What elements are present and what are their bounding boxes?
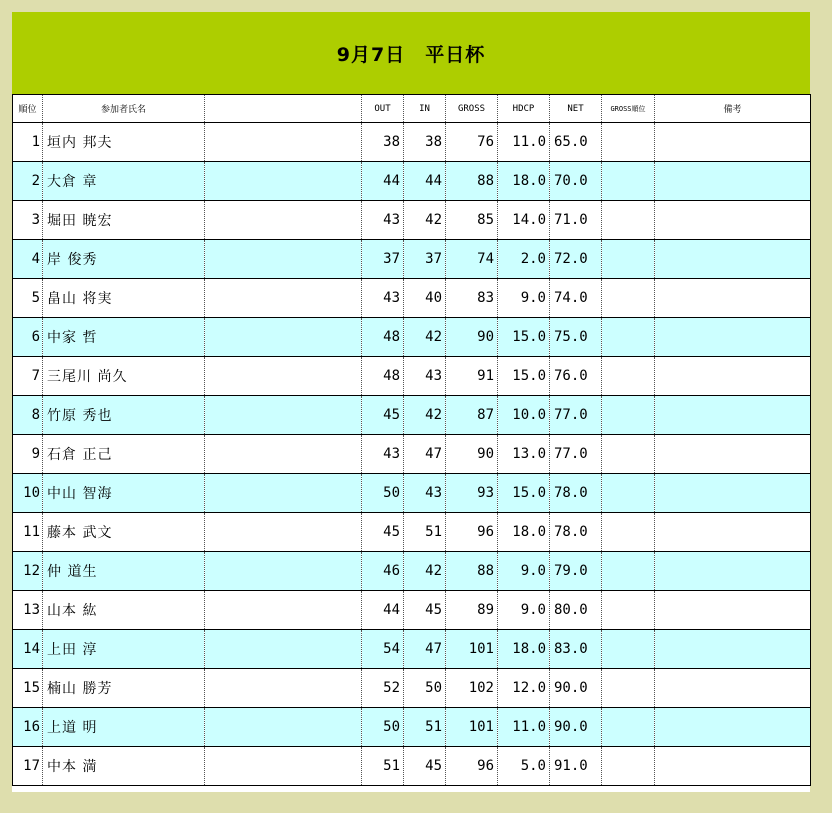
header-gross-rank: GROSS順位 <box>602 95 655 123</box>
cell-gross: 102 <box>446 669 498 708</box>
cell-hdcp: 9.0 <box>498 552 550 591</box>
cell-out: 48 <box>362 357 404 396</box>
header-row <box>13 95 811 123</box>
cell-remarks <box>655 201 811 240</box>
cell-out: 43 <box>362 201 404 240</box>
cell-in: 47 <box>404 435 446 474</box>
cell-net: 90.0 <box>550 708 602 747</box>
cell-net: 90.0 <box>550 669 602 708</box>
table-row <box>13 279 811 318</box>
cell-blank <box>205 435 362 474</box>
cell-remarks <box>655 591 811 630</box>
cell-gross-rank <box>602 396 655 435</box>
header-blank <box>205 95 362 123</box>
header-out: OUT <box>362 95 404 123</box>
cell-net: 71.0 <box>550 201 602 240</box>
cell-remarks <box>655 669 811 708</box>
cell-gross-rank <box>602 201 655 240</box>
cell-hdcp: 18.0 <box>498 630 550 669</box>
cell-net: 76.0 <box>550 357 602 396</box>
cell-in: 40 <box>404 279 446 318</box>
table-row <box>13 630 811 669</box>
cell-in: 42 <box>404 396 446 435</box>
table-row <box>13 357 811 396</box>
cell-net: 78.0 <box>550 513 602 552</box>
cell-gross: 88 <box>446 552 498 591</box>
cell-remarks <box>655 513 811 552</box>
cell-out: 50 <box>362 708 404 747</box>
cell-rank: 13 <box>13 591 43 630</box>
cell-rank: 11 <box>13 513 43 552</box>
cell-name: 中本 満 <box>43 747 205 786</box>
cell-in: 45 <box>404 747 446 786</box>
cell-name: 中山 智海 <box>43 474 205 513</box>
cell-remarks <box>655 240 811 279</box>
cell-in: 42 <box>404 318 446 357</box>
cell-hdcp: 15.0 <box>498 318 550 357</box>
cell-gross: 91 <box>446 357 498 396</box>
cell-out: 44 <box>362 591 404 630</box>
cell-in: 47 <box>404 630 446 669</box>
cell-rank: 1 <box>13 123 43 162</box>
cell-name: 山本 紘 <box>43 591 205 630</box>
cell-out: 45 <box>362 513 404 552</box>
cell-name: 岸 俊秀 <box>43 240 205 279</box>
header-remarks: 備考 <box>655 95 811 123</box>
cell-hdcp: 12.0 <box>498 669 550 708</box>
cell-gross: 89 <box>446 591 498 630</box>
table-row <box>13 747 811 786</box>
table-row <box>13 240 811 279</box>
cell-net: 78.0 <box>550 474 602 513</box>
cell-gross-rank <box>602 474 655 513</box>
cell-hdcp: 2.0 <box>498 240 550 279</box>
cell-name: 仲 道生 <box>43 552 205 591</box>
cell-gross-rank <box>602 630 655 669</box>
cell-remarks <box>655 318 811 357</box>
cell-hdcp: 9.0 <box>498 591 550 630</box>
cell-remarks <box>655 474 811 513</box>
cell-name: 楠山 勝芳 <box>43 669 205 708</box>
cell-out: 43 <box>362 435 404 474</box>
results-table <box>12 94 811 786</box>
cell-name: 藤本 武文 <box>43 513 205 552</box>
cell-rank: 9 <box>13 435 43 474</box>
cell-blank <box>205 240 362 279</box>
table-row <box>13 708 811 747</box>
cell-gross-rank <box>602 123 655 162</box>
cell-remarks <box>655 396 811 435</box>
table-row <box>13 318 811 357</box>
cell-gross-rank <box>602 318 655 357</box>
table-row <box>13 669 811 708</box>
cell-out: 38 <box>362 123 404 162</box>
header-hdcp: HDCP <box>498 95 550 123</box>
cell-rank: 17 <box>13 747 43 786</box>
cell-rank: 15 <box>13 669 43 708</box>
cell-hdcp: 18.0 <box>498 513 550 552</box>
cell-out: 44 <box>362 162 404 201</box>
cell-out: 37 <box>362 240 404 279</box>
cell-remarks <box>655 162 811 201</box>
cell-gross-rank <box>602 513 655 552</box>
cell-rank: 12 <box>13 552 43 591</box>
cell-out: 50 <box>362 474 404 513</box>
cell-gross: 96 <box>446 513 498 552</box>
cell-gross: 76 <box>446 123 498 162</box>
cell-blank <box>205 123 362 162</box>
table-row <box>13 513 811 552</box>
cell-remarks <box>655 747 811 786</box>
cell-blank <box>205 747 362 786</box>
cell-name: 堀田 暁宏 <box>43 201 205 240</box>
cell-rank: 14 <box>13 630 43 669</box>
cell-in: 42 <box>404 201 446 240</box>
cell-rank: 6 <box>13 318 43 357</box>
cell-out: 48 <box>362 318 404 357</box>
cell-out: 54 <box>362 630 404 669</box>
cell-name: 畠山 将実 <box>43 279 205 318</box>
header-name: 参加者氏名 <box>43 95 205 123</box>
cell-hdcp: 9.0 <box>498 279 550 318</box>
cell-blank <box>205 318 362 357</box>
cell-hdcp: 11.0 <box>498 708 550 747</box>
cell-out: 51 <box>362 747 404 786</box>
cell-blank <box>205 474 362 513</box>
cell-net: 72.0 <box>550 240 602 279</box>
cell-rank: 16 <box>13 708 43 747</box>
cell-in: 50 <box>404 669 446 708</box>
header-gross: GROSS <box>446 95 498 123</box>
cell-hdcp: 10.0 <box>498 396 550 435</box>
cell-out: 52 <box>362 669 404 708</box>
cell-blank <box>205 708 362 747</box>
cell-gross-rank <box>602 162 655 201</box>
cell-out: 46 <box>362 552 404 591</box>
cell-gross-rank <box>602 747 655 786</box>
cell-in: 51 <box>404 513 446 552</box>
cell-gross-rank <box>602 357 655 396</box>
cell-name: 上田 淳 <box>43 630 205 669</box>
cell-hdcp: 5.0 <box>498 747 550 786</box>
results-sheet <box>12 12 810 792</box>
cell-hdcp: 18.0 <box>498 162 550 201</box>
cell-blank <box>205 591 362 630</box>
cell-blank <box>205 513 362 552</box>
cell-hdcp: 15.0 <box>498 474 550 513</box>
cell-net: 79.0 <box>550 552 602 591</box>
cell-name: 中家 哲 <box>43 318 205 357</box>
cell-net: 65.0 <box>550 123 602 162</box>
cell-gross: 90 <box>446 318 498 357</box>
cell-blank <box>205 396 362 435</box>
cell-remarks <box>655 435 811 474</box>
cell-rank: 5 <box>13 279 43 318</box>
cell-blank <box>205 201 362 240</box>
cell-gross: 74 <box>446 240 498 279</box>
cell-blank <box>205 279 362 318</box>
cell-in: 43 <box>404 474 446 513</box>
cell-name: 垣内 邦夫 <box>43 123 205 162</box>
cell-remarks <box>655 357 811 396</box>
cell-name: 大倉 章 <box>43 162 205 201</box>
cell-rank: 7 <box>13 357 43 396</box>
cell-remarks <box>655 279 811 318</box>
cell-remarks <box>655 552 811 591</box>
cell-gross: 96 <box>446 747 498 786</box>
table-row <box>13 474 811 513</box>
cell-gross-rank <box>602 552 655 591</box>
header-in: IN <box>404 95 446 123</box>
cell-remarks <box>655 123 811 162</box>
table-row <box>13 123 811 162</box>
cell-hdcp: 13.0 <box>498 435 550 474</box>
table-row <box>13 435 811 474</box>
cell-hdcp: 14.0 <box>498 201 550 240</box>
cell-net: 80.0 <box>550 591 602 630</box>
cell-in: 44 <box>404 162 446 201</box>
cell-net: 70.0 <box>550 162 602 201</box>
cell-rank: 2 <box>13 162 43 201</box>
cell-net: 77.0 <box>550 435 602 474</box>
cell-gross: 87 <box>446 396 498 435</box>
cell-name: 石倉 正己 <box>43 435 205 474</box>
cell-gross-rank <box>602 708 655 747</box>
cell-blank <box>205 630 362 669</box>
cell-in: 45 <box>404 591 446 630</box>
cell-in: 43 <box>404 357 446 396</box>
cell-hdcp: 11.0 <box>498 123 550 162</box>
cell-in: 51 <box>404 708 446 747</box>
cell-gross: 93 <box>446 474 498 513</box>
cell-gross: 88 <box>446 162 498 201</box>
cell-gross: 101 <box>446 708 498 747</box>
cell-out: 45 <box>362 396 404 435</box>
cell-out: 43 <box>362 279 404 318</box>
cell-net: 75.0 <box>550 318 602 357</box>
table-row <box>13 552 811 591</box>
cell-rank: 10 <box>13 474 43 513</box>
header-rank: 順位 <box>13 95 43 123</box>
cell-blank <box>205 552 362 591</box>
cell-blank <box>205 669 362 708</box>
cell-net: 91.0 <box>550 747 602 786</box>
cell-gross-rank <box>602 435 655 474</box>
table-row <box>13 201 811 240</box>
cell-remarks <box>655 630 811 669</box>
table-row <box>13 162 811 201</box>
cell-gross: 85 <box>446 201 498 240</box>
cell-net: 74.0 <box>550 279 602 318</box>
cell-gross-rank <box>602 591 655 630</box>
cell-net: 77.0 <box>550 396 602 435</box>
cell-gross-rank <box>602 669 655 708</box>
cell-hdcp: 15.0 <box>498 357 550 396</box>
results-body <box>13 123 811 786</box>
cell-name: 竹原 秀也 <box>43 396 205 435</box>
cell-remarks <box>655 708 811 747</box>
cell-blank <box>205 162 362 201</box>
cell-rank: 8 <box>13 396 43 435</box>
cell-in: 38 <box>404 123 446 162</box>
cell-rank: 4 <box>13 240 43 279</box>
cell-gross-rank <box>602 240 655 279</box>
cell-gross: 83 <box>446 279 498 318</box>
cell-in: 42 <box>404 552 446 591</box>
table-row <box>13 396 811 435</box>
cell-gross: 90 <box>446 435 498 474</box>
page-title: 9月7日 平日杯 <box>12 12 810 94</box>
cell-rank: 3 <box>13 201 43 240</box>
cell-gross: 101 <box>446 630 498 669</box>
cell-blank <box>205 357 362 396</box>
cell-name: 三尾川 尚久 <box>43 357 205 396</box>
cell-net: 83.0 <box>550 630 602 669</box>
cell-in: 37 <box>404 240 446 279</box>
cell-gross-rank <box>602 279 655 318</box>
header-net: NET <box>550 95 602 123</box>
cell-name: 上道 明 <box>43 708 205 747</box>
table-row <box>13 591 811 630</box>
